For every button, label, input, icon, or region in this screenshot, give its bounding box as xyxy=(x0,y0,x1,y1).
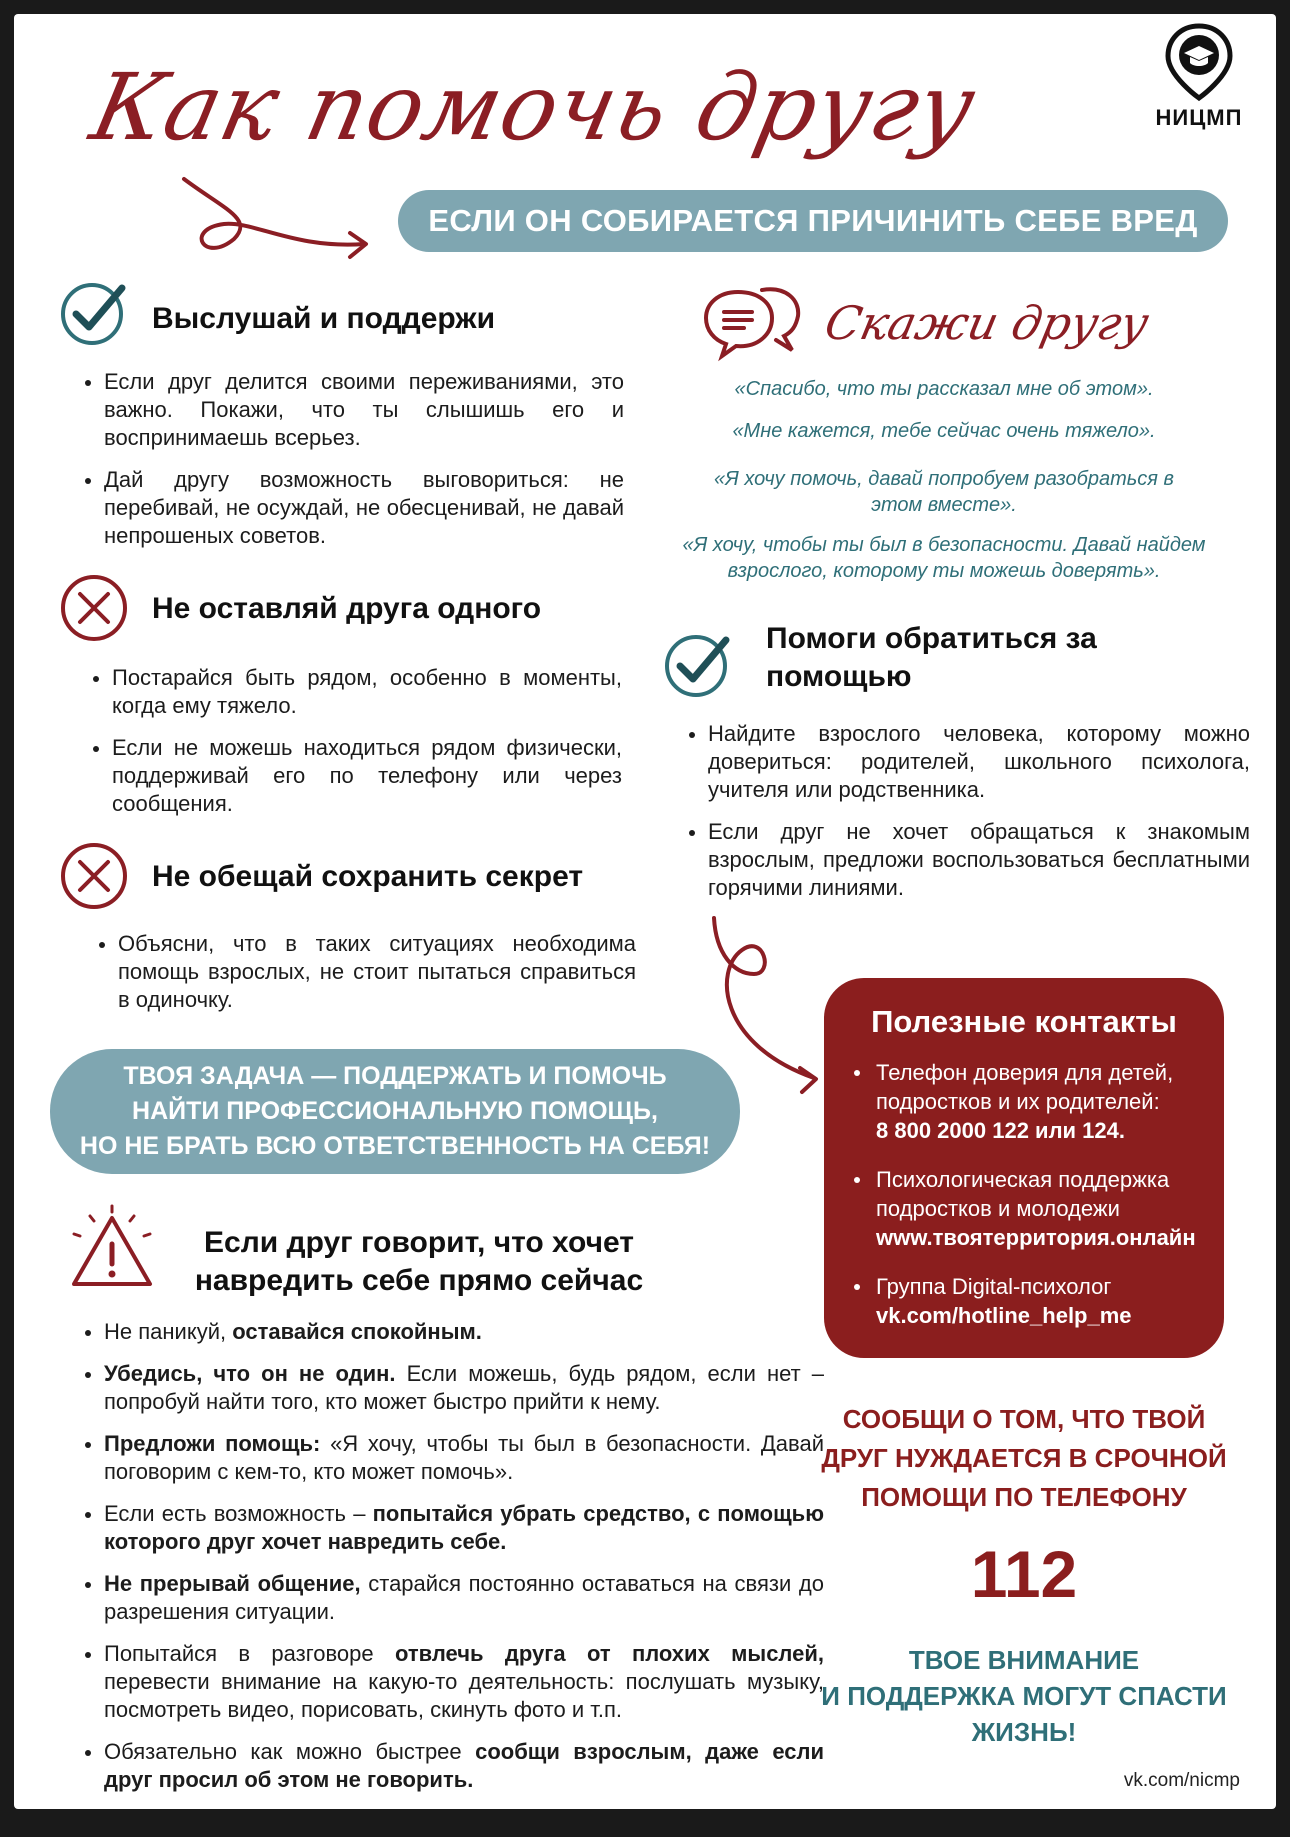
subtitle-banner: ЕСЛИ ОН СОБИРАЕТСЯ ПРИЧИНИТЬ СЕБЕ ВРЕД xyxy=(398,190,1228,252)
contact-item: Психологическая поддержка подростков и молодежи www.твоятерритория.онлайн xyxy=(876,1165,1204,1252)
task-banner xyxy=(50,1049,740,1174)
contact-item: Группа Digital-психолог vk.com/hotline_help_me xyxy=(876,1272,1204,1330)
logo xyxy=(1144,22,1254,131)
urgent-title-line-2: навредить себе прямо сейчас xyxy=(194,1264,644,1297)
vk-group-link[interactable]: vk.com/hotline_help_me xyxy=(876,1303,1132,1328)
section-title-dont-leave: Не оставляй друга одного xyxy=(152,592,542,625)
section-title-say: Скажи другу xyxy=(820,296,1154,350)
quote-2: «Мне кажется, тебе сейчас очень тяжело». xyxy=(732,420,1156,442)
list-item: Если друг не хочет обращаться к знакомым взрослым, предложи воспользоваться бесплатными горячими линиями. xyxy=(708,819,1250,900)
checkmark-circle-icon xyxy=(58,276,130,348)
list-no-secret xyxy=(92,930,636,1028)
footer-link[interactable]: vk.com/nicmp xyxy=(1123,1770,1240,1791)
cross-circle-icon xyxy=(58,840,130,912)
contact-item: Телефон доверия для детей, подростков и их родителей: 8 800 2000 122 или 124. xyxy=(876,1058,1204,1145)
list-item: Если не можешь находиться рядом физически, поддерживай его по телефону или через сообщения. xyxy=(112,735,622,816)
quote-4: «Я хочу, чтобы ты был в безопасности. Давай найдем взрослого, которому ты можешь доверять». xyxy=(682,534,1206,582)
list-dont-leave xyxy=(86,664,622,832)
section-title-no-secret: Не обещай сохранить секрет xyxy=(152,860,584,893)
list-item: Дай другу возможность выговориться: не перебивай, не осуждай, не обесценивай, не давай непрошеных советов. xyxy=(104,467,624,548)
section-title-get-help: Помоги обратиться за помощью xyxy=(766,622,1097,693)
list-item: Если друг делится своими переживаниями, это важно. Покажи, что ты слышишь его и воспринимаешь всерьез. xyxy=(104,369,624,450)
task-line-2: НАЙТИ ПРОФЕССИОНАЛЬНУЮ ПОМОЩЬ, xyxy=(132,1097,658,1125)
support-website-link[interactable]: www.твоятерритория.онлайн xyxy=(876,1225,1196,1250)
task-line-3: НО НЕ БРАТЬ ВСЮ ОТВЕТСТВЕННОСТЬ НА СЕБЯ! xyxy=(79,1132,711,1160)
logo-text: НИЦМП xyxy=(1155,105,1243,130)
warning-triangle-icon xyxy=(64,1204,160,1292)
section-title-urgent xyxy=(184,1224,654,1300)
contacts-title: Полезные контакты xyxy=(871,1004,1177,1039)
list-urgent xyxy=(78,1318,824,1808)
list-item: Не паникуй, оставайся спокойным. xyxy=(104,1318,824,1346)
quote-3: «Я хочу помочь, давай попробуем разобраться в этом вместе». xyxy=(714,468,1174,516)
list-item: Если есть возможность – попытайся убрать средство, с помощью которого друг хочет навредить себе. xyxy=(104,1501,824,1554)
list-listen xyxy=(78,368,624,564)
list-item: Объясни, что в таких ситуациях необходима помощь взрослых, не стоит пытаться справиться в одиночку. xyxy=(118,931,636,1012)
list-item: Попытайся в разговоре отвлечь друга от плохих мыслей, перевести внимание на какую-то деятельность: послушать музыку, посмотреть видео, порисовать, скинуть фото и т.п. xyxy=(104,1641,824,1722)
chat-bubbles-icon xyxy=(702,284,812,364)
urgent-title-line-1: Если друг говорит, что хочет xyxy=(204,1226,634,1259)
poster-page xyxy=(14,14,1276,1809)
task-line-1: ТВОЯ ЗАДАЧА — ПОДДЕРЖАТЬ И ПОМОЧЬ xyxy=(123,1062,667,1090)
emergency-number[interactable]: 112 xyxy=(970,1537,1078,1611)
poster-title: Как помочь другу xyxy=(82,54,985,161)
list-item: Убедись, что он не один. Если можешь, будь рядом, если нет – попробуй найти того, кто может быстро прийти к нему. xyxy=(104,1361,824,1414)
list-item: Постарайся быть рядом, особенно в моменты, когда ему тяжело. xyxy=(112,665,622,718)
decorative-swirl-arrow-icon xyxy=(164,169,384,299)
hotline-phone[interactable]: 8 800 2000 122 или 124. xyxy=(876,1118,1125,1143)
list-get-help xyxy=(682,720,1250,916)
list-item: Предложи помощь: «Я хочу, чтобы ты был в безопасности. Давай поговорим с кем-то, кто может помочь». xyxy=(104,1431,824,1484)
graduation-pin-icon xyxy=(1162,22,1236,102)
emergency-call-text: СООБЩИ О ТОМ, ЧТО ТВОЙ ДРУГ НУЖДАЕТСЯ В СРОЧНОЙ ПОМОЩИ ПО ТЕЛЕФОНУ xyxy=(821,1404,1227,1512)
closing-message: ТВОЕ ВНИМАНИЕ И ПОДДЕРЖКА МОГУТ СПАСТИ ЖИЗНЬ! xyxy=(821,1645,1227,1747)
list-item: Найдите взрослого человека, которому можно довериться: родителей, школьного психолога, учителя или родственника. xyxy=(708,721,1250,802)
list-item: Обязательно как можно быстрее сообщи взрослым, даже если друг просил об этом не говорить. xyxy=(104,1739,824,1792)
contacts-list xyxy=(824,1058,1224,1330)
contacts-card xyxy=(824,978,1224,1358)
list-item: Не прерывай общение, старайся постоянно оставаться на связи до разрешения ситуации. xyxy=(104,1571,825,1624)
cross-circle-icon xyxy=(58,572,130,644)
quote-1: «Спасибо, что ты рассказал мне об этом». xyxy=(734,378,1154,400)
section-title-listen: Выслушай и поддержи xyxy=(152,302,496,335)
checkmark-circle-icon xyxy=(662,628,734,700)
